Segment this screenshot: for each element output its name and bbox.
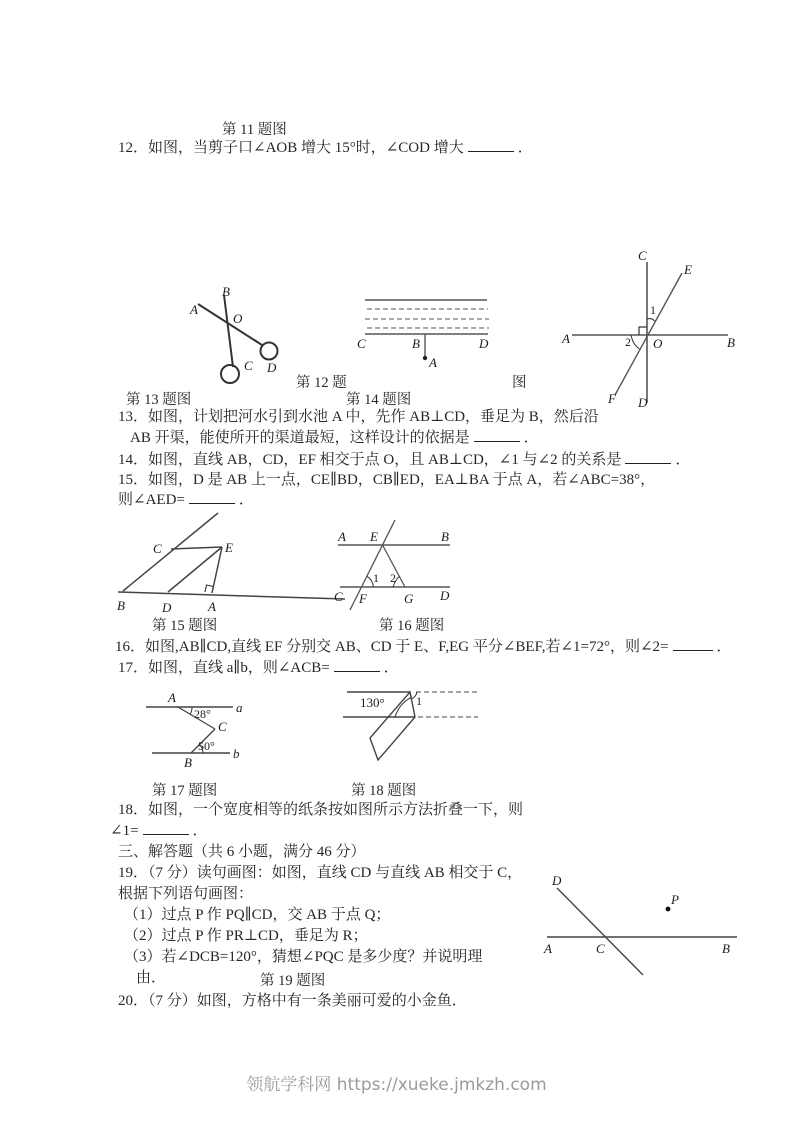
watermark: 领航学科网 https://xueke.jmkzh.com [246,1075,547,1095]
label-angle-130: 130° [360,695,385,710]
label-C: C [596,941,605,956]
question-19-item3: （3）若∠DCB=120°，猜想∠PQC 是多少度？并说明理 [124,949,483,965]
label-F: F [359,591,367,606]
angle-28-arc [190,707,192,714]
label-E: E [684,262,692,277]
question-18-suffix: ． [192,823,208,839]
point-A-dot [423,356,427,360]
figure-caption-12: 第 12 题 [296,375,347,391]
label-A: A [544,941,552,956]
figure-19 [538,863,743,983]
label-A: A [338,529,346,544]
answer-blank-q14 [625,459,671,464]
label-angle-50: 50° [198,739,215,753]
segment-CE [171,547,222,549]
label-C: C [334,589,343,604]
label-B: B [722,941,730,956]
label-D: D [267,360,277,375]
label-E: E [370,529,378,544]
label-A: A [562,331,570,346]
figure-caption-19: 第 19 题图 [260,973,326,989]
question-18-text: ∠1= [110,823,139,839]
right-angle-mark [639,327,647,335]
figure-17 [138,688,253,773]
question-19-line1: 19．（7 分）读句画图：如图，直线 CD 与直线 AB 相交于 C， [118,865,523,881]
label-P: P [671,892,679,907]
scissors-handle-loop-right [261,343,278,360]
river-lines [365,300,489,358]
label-line-a: a [236,700,243,715]
line-FE [615,273,682,395]
question-13-line2 [130,429,539,448]
question-18-line2 [110,822,208,841]
section-3-heading: 三、解答题（共 6 小题，满分 46 分） [118,844,366,860]
angle-2-arc [631,335,640,349]
question-14-text: 14．如图，直线 AB，CD，EF 相交于点 O，且 AB⊥CD，∠1 与∠2 的关系是 [118,452,622,468]
question-13-line1: 13．如图，计划把河水引到水池 A 中，先作 AB⊥CD，垂足为 B，然后沿 [118,409,599,425]
question-13-text: AB 开渠，能使所开的渠道最短，这样设计的依据是 [130,430,470,446]
ray-BC [123,513,218,591]
label-angle-2: 2 [625,335,631,349]
label-E: E [225,540,233,555]
question-19-item2: （2）过点 P 作 PR⊥CD，垂足为 R； [124,928,368,944]
label-C: C [357,336,366,351]
answer-blank-q15 [189,499,235,504]
question-15-line1: 15．如图，D 是 AB 上一点，CE∥BD，CB∥ED，EA⊥BA 于点 A，若∠ABC=38°， [118,472,656,488]
label-angle-1: 1 [650,303,656,317]
cross-lines [572,262,728,403]
label-B: B [412,336,420,351]
label-angle-1: 1 [373,571,379,585]
question-20-line: 20．（7 分）如图，方格中有一条美丽可爱的小金鱼． [118,993,467,1009]
line-BDA [118,592,345,599]
answer-blank-q17 [334,667,380,672]
question-12-text: 12．如图，当剪子口∠AOB 增大 15°时，∠COD 增大 [118,140,464,156]
angle-1-arc [647,319,655,322]
label-angle-1: 1 [416,694,422,708]
label-D: D [162,600,172,615]
question-14-line [118,451,690,470]
question-19-item1: （1）过点 P 作 PQ∥CD，交 AB 于点 Q； [124,907,391,923]
label-A: A [168,690,176,705]
question-16-suffix: ． [716,639,732,655]
label-C: C [218,719,227,734]
question-17-suffix: ． [383,660,399,676]
figure-caption-17: 第 17 题图 [152,783,218,799]
label-D: D [552,873,562,888]
figure-scissors [170,283,290,388]
label-O: O [233,311,243,326]
label-D: D [479,336,489,351]
figure-caption-18: 第 18 题图 [351,783,417,799]
figure-caption-13: 第 13 题图 [126,392,192,408]
answer-blank-q12 [468,147,514,152]
label-line-b: b [233,746,240,761]
label-B: B [117,598,125,613]
question-19-line2: 根据下列语句画图： [118,886,254,902]
figure-caption-11: 第 11 题图 [222,122,287,138]
label-angle-28: 28° [194,707,211,721]
figure-caption-12-tu: 图 [512,375,527,391]
figure-15 [113,508,353,616]
figure-caption-14: 第 14 题图 [346,392,412,408]
label-D: D [440,588,450,603]
figure-19-lines [547,888,737,975]
label-C: C [244,358,253,373]
scissors-handle-loop-left [221,365,239,383]
scissors-blade-b [224,295,233,367]
label-angle-2: 2 [390,571,396,585]
question-15-suffix: ． [238,492,254,508]
label-C: C [638,248,647,263]
figure-16 [328,513,463,618]
label-A: A [190,302,198,317]
question-17-text: 17．如图，直线 a∥b，则∠ACB= [118,660,330,676]
scissors-blades [198,295,278,383]
label-A: A [208,599,216,614]
label-C: C [153,541,162,556]
question-13-suffix: ． [523,430,539,446]
label-B: B [727,335,735,350]
label-O: O [653,336,663,351]
figure-caption-15: 第 15 题图 [152,618,218,634]
figure-caption-16: 第 16 题图 [379,618,445,634]
label-B: B [184,755,192,770]
figure-river [353,288,498,373]
question-12-line [118,139,533,158]
label-G: G [404,591,414,606]
line-DC [557,888,643,975]
point-P-dot [666,907,671,912]
question-12-suffix: ． [517,140,533,156]
figure-15-lines [118,513,345,599]
question-16-line [115,638,732,657]
question-19-item3b: 由． [136,970,167,986]
figure-cross-lines [553,246,743,411]
answer-blank-q18 [143,830,189,835]
label-A: A [429,355,437,370]
question-15-text: 则∠AED= [118,492,185,508]
question-14-suffix: ． [675,452,691,468]
question-16-text: 16．如图,AB∥CD,直线 EF 分别交 AB、CD 于 E、F,EG 平分∠BEF,若∠1=72°，则∠2= [115,639,669,655]
label-B: B [441,529,449,544]
question-17-line [118,659,399,678]
question-18-line1: 18．如图，一个宽度相等的纸条按如图所示方法折叠一下，则 [118,802,524,818]
figure-16-lines [338,520,450,610]
figure-18 [328,678,483,778]
answer-blank-q13 [474,437,520,442]
label-F: F [608,391,616,406]
answer-blank-q16 [673,646,713,651]
label-B: B [222,284,230,299]
label-D: D [638,395,648,410]
